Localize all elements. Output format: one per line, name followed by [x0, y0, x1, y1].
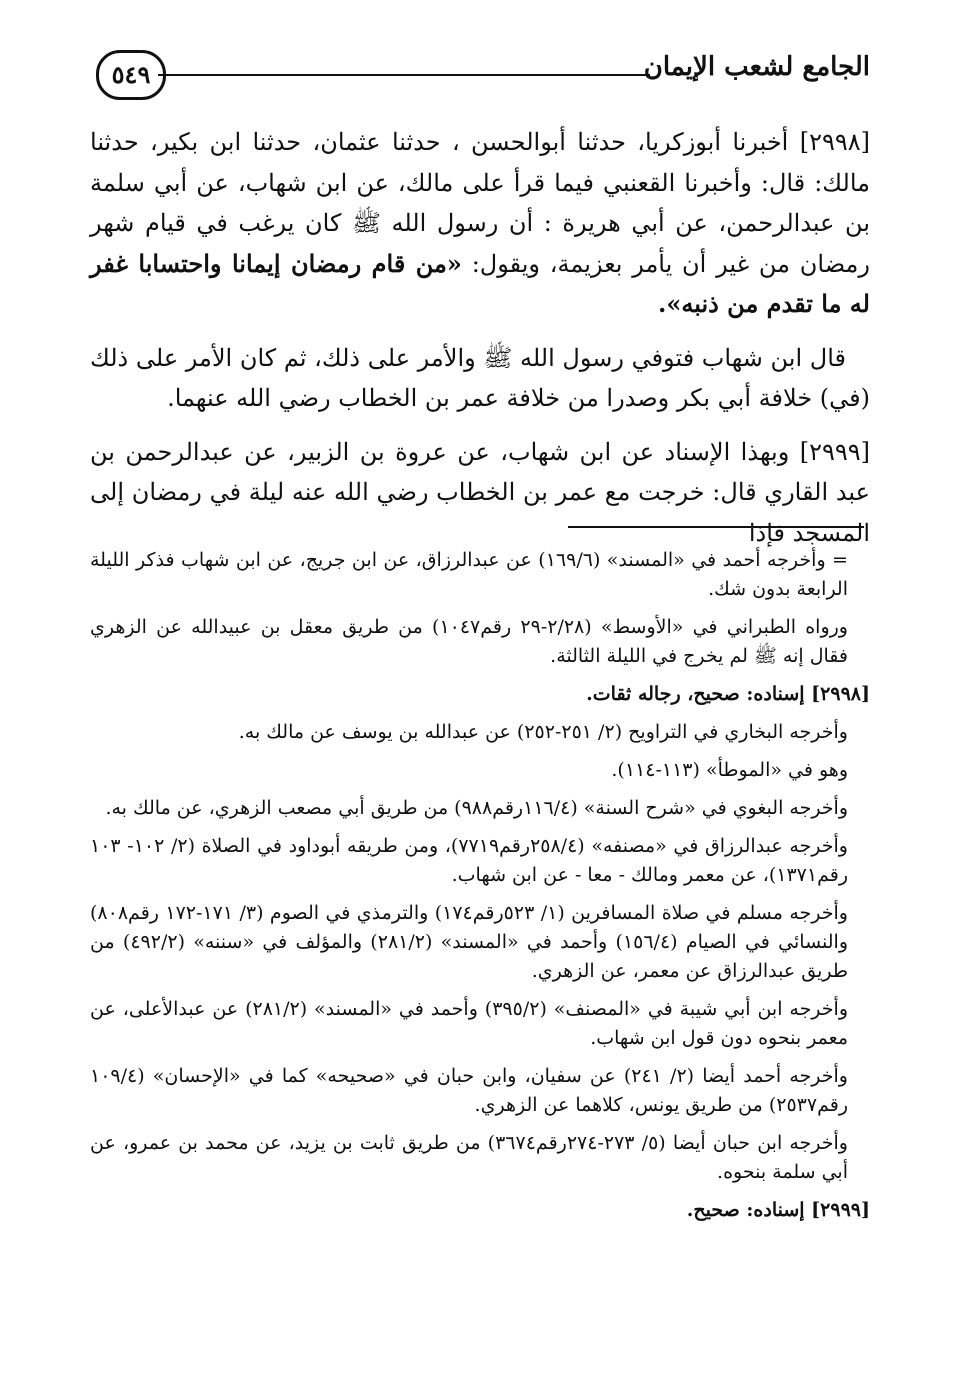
page-header — [90, 44, 870, 108]
footnotes — [90, 546, 870, 1234]
footnote-line: وأخرجه أحمد أيضا (٢/ ٢٤١) عن سفيان، وابن حبان في «صحيحه» كما في «الإحسان» (١٠٩/٤ رقم٢٥٣٧) من طريق يونس، كلاهما عن الزهري. — [90, 1065, 848, 1116]
hadith-2998-paragraph — [90, 122, 870, 325]
footnote-isnad-2998: [٢٩٩٨] إسناده: صحيح، رجاله ثقات. — [586, 683, 870, 705]
footnote-isnad-2999: [٢٩٩٩] إسناده: صحيح. — [686, 1199, 870, 1221]
footnote-line: وأخرجه ابن أبي شيبة في «المصنف» (٣٩٥/٢) وأحمد في «المسند» (٢٨١/٢) عن عبدالأعلى، عن معمر بنحوه دون قول ابن شهاب. — [90, 998, 848, 1049]
running-title: الجامع لشعب الإيمان — [643, 52, 870, 82]
footnote-line: = وأخرجه أحمد في «المسند» (١٦٩/٦) عن عبدالرزاق، عن ابن جريج، عن ابن شهاب فذكر الليلة الرابعة بدون شك. — [90, 549, 848, 600]
footnote-line: وأخرجه البغوي في «شرح السنة» (١١٦/٤رقم٩٨٨) من طريق أبي مصعب الزهري، عن مالك به. — [105, 797, 848, 819]
header-rule — [158, 74, 650, 76]
footnote-separator — [568, 526, 864, 528]
footnote-line: وأخرجه عبدالرزاق في «مصنفه» (٢٥٨/٤رقم٧٧١٩)، ومن طريقه أبوداود في الصلاة (٢/ ١٠٢- ١٠٣ رقم١٣٧١)، عن معمر ومالك - معا - عن ابن شهاب. — [90, 835, 848, 886]
main-text — [90, 122, 870, 566]
hadith-2998-text: [٢٩٩٨] أخبرنا أبوزكريا، حدثنا أبوالحسن ، حدثنا عثمان، حدثنا ابن بكير، حدثنا مالك: قال: وأخبرنا القعنبي فيما قرأ على مالك، عن ابن شهاب، عن أبي سلمة بن عبدالرحمن، عن أبي هريرة : أن رسول الله ﷺ كان يرغب في قيام شهر رمضان من غير أن يأمر بعزيمة، ويقول: — [90, 128, 871, 278]
ibn-shihab-paragraph: قال ابن شهاب فتوفي رسول الله ﷺ والأمر على ذلك، ثم كان الأمر على ذلك (في) خلافة أبي بكر وصدرا من خلافة عمر بن الخطاب رضي الله عنهما. — [90, 343, 870, 412]
footnote-line: وأخرجه مسلم في صلاة المسافرين (١/ ٥٢٣رقم١٧٤) والترمذي في الصوم (٣/ ١٧١-١٧٢ رقم٨٠٨) والنسائي في الصيام (١٥٦/٤) وأحمد في «المسند» (٢٨١/٢) والمؤلف في «سننه» (٤٩٢/٢) من طريق عبدالرزاق عن معمر، عن الزهري. — [90, 902, 848, 982]
footnote-line: وهو في «الموطأ» (١١٣-١١٤). — [611, 759, 848, 781]
footnote-line: وأخرجه البخاري في التراويح (٢/ ٢٥١-٢٥٢) عن عبدالله بن يوسف عن مالك به. — [238, 721, 848, 743]
hadith-quote: «من قام رمضان إيمانا واحتسابا غفر له ما تقدم من ذنبه». — [90, 248, 870, 318]
hadith-2999-paragraph: [٢٩٩٩] وبهذا الإسناد عن ابن شهاب، عن عروة بن الزبير، عن عبدالرحمن بن عبد القاري قال: خرجت مع عمر بن الخطاب رضي الله عنه ليلة في رمضان إلى المسجد فإذا — [90, 437, 870, 547]
footnote-line: ورواه الطبراني في «الأوسط» (٢/٢٨-٢٩ رقم١٠٤٧) من طريق معقل بن عبيدالله عن الزهري فقال إنه ﷺ لم يخرج في الليلة الثالثة. — [90, 616, 848, 667]
page-number-badge: ٥٤٩ — [96, 50, 166, 100]
footnote-line: وأخرجه ابن حبان أيضا (٥/ ٢٧٣-٢٧٤رقم٣٦٧٤) من طريق ثابت بن يزيد، عن محمد بن عمرو، عن أبي سلمة بنحوه. — [90, 1132, 848, 1183]
